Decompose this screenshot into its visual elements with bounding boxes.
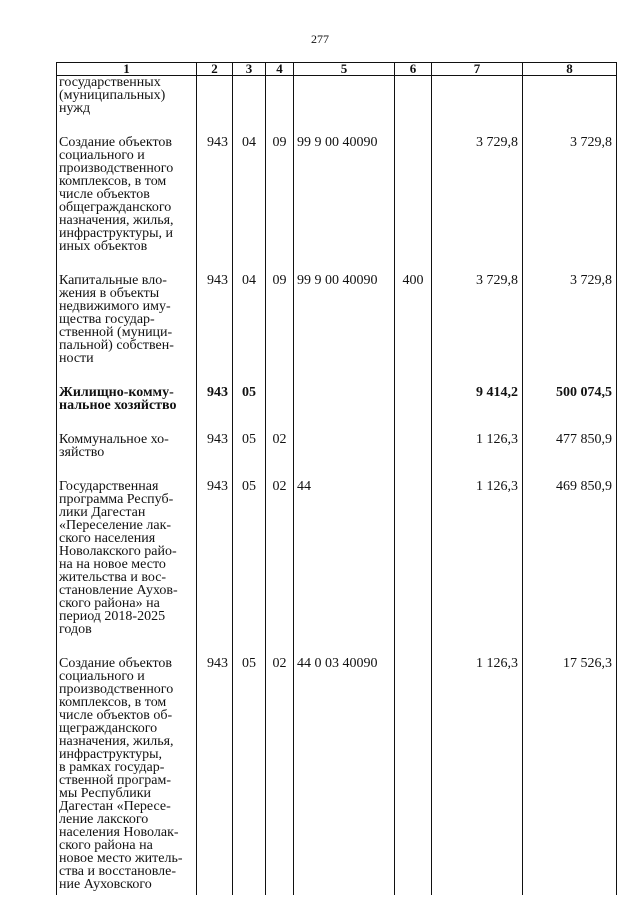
- row-name-line: социального и: [59, 669, 145, 684]
- expense-type-cell: [395, 133, 432, 271]
- row-name-line: годов: [59, 622, 92, 637]
- section-code-cell: 04: [233, 133, 266, 271]
- row-name-line: Новолакского райо-: [59, 544, 177, 559]
- section-code-cell: 05: [233, 477, 266, 654]
- row-name-line: ского района» на: [59, 596, 160, 611]
- row-name-line: общегражданского: [59, 200, 172, 215]
- page-number: 277: [311, 32, 329, 46]
- target-article-cell: 44 0 03 40090: [294, 654, 395, 895]
- amount-col7-cell: 1 126,3: [432, 430, 523, 477]
- department-code-cell: 943: [197, 383, 233, 430]
- row-name-line: зяйство: [59, 445, 105, 460]
- expense-type-cell: [395, 477, 432, 654]
- amount-col8-cell: 477 850,9: [523, 430, 617, 477]
- amount-col8-cell: 3 729,8: [523, 271, 617, 383]
- row-name-line: нальное хозяйство: [59, 398, 177, 413]
- expense-type-cell: 400: [395, 271, 432, 383]
- row-name-line: программа Респуб-: [59, 492, 174, 507]
- section-code-cell: [233, 76, 266, 134]
- amount-col7-cell: [432, 76, 523, 134]
- row-name-cell: [57, 271, 197, 383]
- amount-col7-cell: 3 729,8: [432, 271, 523, 383]
- column-header: 2: [197, 63, 233, 76]
- row-name-line: числе объектов об-: [59, 708, 173, 723]
- row-name-line: Коммунальное хо-: [59, 432, 169, 447]
- expense-type-cell: [395, 76, 432, 134]
- row-name-line: населения Новолак-: [59, 825, 179, 840]
- target-article-cell: 99 9 00 40090: [294, 133, 395, 271]
- row-name-line: ского района на: [59, 838, 153, 853]
- row-name-line: мы Республики: [59, 786, 151, 801]
- row-name-line: Жилищно-комму-: [59, 385, 174, 400]
- row-name-line: Создание объектов: [59, 135, 173, 150]
- department-code-cell: 943: [197, 654, 233, 895]
- row-name-line: новое место житель-: [59, 851, 183, 866]
- section-code-cell: 05: [233, 383, 266, 430]
- subsection-code-cell: [266, 383, 294, 430]
- department-code-cell: 943: [197, 133, 233, 271]
- target-article-cell: [294, 430, 395, 477]
- subsection-code-cell: 02: [266, 477, 294, 654]
- table-row: [57, 271, 617, 383]
- row-name-cell: [57, 383, 197, 430]
- row-name-line: инфраструктуры, и: [59, 226, 174, 241]
- row-name-line: нужд: [59, 101, 91, 116]
- row-name-line: комплексов, в том: [59, 695, 167, 710]
- column-header: 3: [233, 63, 266, 76]
- row-name-line: комплексов, в том: [59, 174, 167, 189]
- target-article-cell: 99 9 00 40090: [294, 271, 395, 383]
- department-code-cell: [197, 76, 233, 134]
- row-name-line: щегражданского: [59, 721, 158, 736]
- row-name-line: государственных: [59, 75, 161, 90]
- row-name-line: ственной програм-: [59, 773, 172, 788]
- column-header: 7: [432, 63, 523, 76]
- subsection-code-cell: 02: [266, 654, 294, 895]
- row-name-line: назначения, жилья,: [59, 213, 174, 228]
- header-row: [57, 63, 617, 76]
- row-name-line: (муниципальных): [59, 88, 166, 103]
- column-header: 8: [523, 63, 617, 76]
- row-name-line: щества государ-: [59, 312, 155, 327]
- row-name-line: Капитальные вло-: [59, 273, 167, 288]
- section-code-cell: 04: [233, 271, 266, 383]
- amount-col8-cell: 500 074,5: [523, 383, 617, 430]
- table-row: [57, 76, 617, 134]
- amount-col8-cell: 3 729,8: [523, 133, 617, 271]
- target-article-cell: [294, 76, 395, 134]
- amount-col8-cell: 469 850,9: [523, 477, 617, 654]
- column-header: 1: [57, 63, 197, 76]
- row-name-line: «Переселение лак-: [59, 518, 172, 533]
- expense-type-cell: [395, 654, 432, 895]
- row-name-line: период 2018-2025: [59, 609, 166, 624]
- row-name-line: становление Аухов-: [59, 583, 178, 598]
- row-name-line: на на новое место: [59, 557, 166, 572]
- department-code-cell: 943: [197, 430, 233, 477]
- column-header: 6: [395, 63, 432, 76]
- row-name-line: производственного: [59, 682, 174, 697]
- row-name-line: иных объектов: [59, 239, 148, 254]
- subsection-code-cell: 09: [266, 133, 294, 271]
- subsection-code-cell: 02: [266, 430, 294, 477]
- row-name-cell: [57, 133, 197, 271]
- row-name-line: Дагестан «Пересе-: [59, 799, 171, 814]
- row-name-line: недвижимого иму-: [59, 299, 171, 314]
- expense-type-cell: [395, 430, 432, 477]
- row-name-line: пальной) собствен-: [59, 338, 174, 353]
- amount-col8-cell: [523, 76, 617, 134]
- column-header: 5: [294, 63, 395, 76]
- subsection-code-cell: 09: [266, 271, 294, 383]
- row-name-line: ственной (муници-: [59, 325, 173, 340]
- target-article-cell: 44: [294, 477, 395, 654]
- section-code-cell: 05: [233, 654, 266, 895]
- row-name-line: числе объектов: [59, 187, 150, 202]
- amount-col7-cell: 9 414,2: [432, 383, 523, 430]
- row-name-cell: [57, 76, 197, 134]
- amount-col8-cell: 17 526,3: [523, 654, 617, 895]
- section-code-cell: 05: [233, 430, 266, 477]
- row-name-cell: [57, 430, 197, 477]
- subsection-code-cell: [266, 76, 294, 134]
- table-row: [57, 383, 617, 430]
- amount-col7-cell: 1 126,3: [432, 477, 523, 654]
- row-name-line: назначения, жилья,: [59, 734, 174, 749]
- budget-table: [56, 62, 617, 895]
- row-name-line: Государственная: [59, 479, 159, 494]
- row-name-line: в рамках государ-: [59, 760, 165, 775]
- row-name-line: жительства и вос-: [59, 570, 167, 585]
- table-row: [57, 430, 617, 477]
- row-name-line: производственного: [59, 161, 174, 176]
- row-name-line: инфраструктуры,: [59, 747, 163, 762]
- row-name-line: ства и восстановле-: [59, 864, 177, 879]
- row-name-line: жения в объекты: [59, 286, 160, 301]
- row-name-line: социального и: [59, 148, 145, 163]
- row-name-line: лики Дагестан: [59, 505, 146, 520]
- row-name-line: ление лакского: [59, 812, 149, 827]
- table-row: [57, 133, 617, 271]
- row-name-line: ности: [59, 351, 94, 366]
- row-name-cell: [57, 654, 197, 895]
- amount-col7-cell: 1 126,3: [432, 654, 523, 895]
- row-name-line: Создание объектов: [59, 656, 173, 671]
- row-name-cell: [57, 477, 197, 654]
- row-name-line: ского населения: [59, 531, 156, 546]
- table-row: [57, 477, 617, 654]
- column-header: 4: [266, 63, 294, 76]
- department-code-cell: 943: [197, 271, 233, 383]
- table-body: [57, 76, 617, 896]
- table-row: [57, 654, 617, 895]
- target-article-cell: [294, 383, 395, 430]
- row-name-line: ние Ауховского: [59, 877, 152, 892]
- department-code-cell: 943: [197, 477, 233, 654]
- amount-col7-cell: 3 729,8: [432, 133, 523, 271]
- expense-type-cell: [395, 383, 432, 430]
